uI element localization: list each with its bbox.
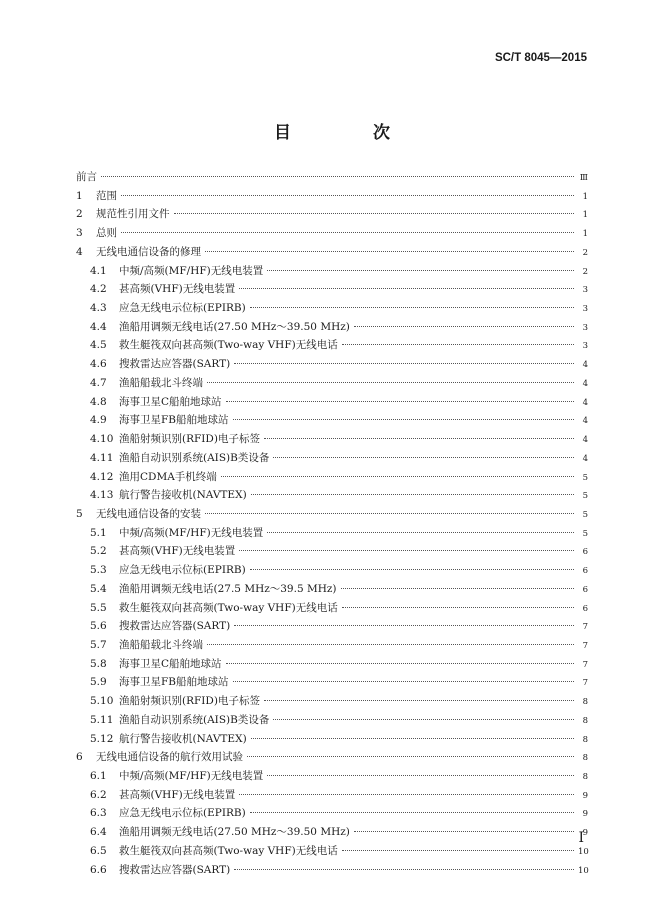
toc-leader-dots: [121, 195, 574, 196]
toc-entry[interactable]: [76, 562, 588, 581]
toc-entry[interactable]: [76, 412, 588, 431]
toc-entry[interactable]: [76, 862, 588, 881]
toc-leader-dots: [267, 775, 574, 776]
toc-entry-label: 搜救雷达应答器(SART): [119, 863, 231, 876]
toc-entry-number: 4.11: [90, 451, 114, 464]
toc-leader-dots: [239, 794, 574, 795]
toc-entry-label: 搜救雷达应答器(SART): [119, 358, 231, 371]
toc-entry-page: 6: [582, 603, 588, 614]
toc-entry-page: 3: [582, 322, 588, 333]
toc-entry-number: 5.8: [90, 657, 107, 670]
toc-entry-page: 2: [582, 266, 588, 277]
toc-leader-dots: [101, 176, 574, 177]
toc-leader-dots: [226, 663, 574, 664]
toc-entry-label: 中频/高频(MF/HF)无线电装置: [119, 770, 264, 782]
toc-entry-page: 8: [582, 753, 588, 764]
toc-entry[interactable]: [76, 693, 588, 712]
toc-entry-page: 1: [582, 229, 588, 240]
toc-entry-label: 海事卫星FB船舶地球站: [119, 414, 229, 427]
toc-entry-label: 渔船船载北斗终端: [119, 638, 203, 651]
toc-entry-number: 6.3: [90, 807, 107, 820]
toc-entry[interactable]: [76, 487, 588, 506]
toc-entry-number: 5.9: [90, 676, 107, 689]
toc-entry-page: 1: [582, 191, 588, 202]
toc-leader-dots: [233, 681, 574, 682]
toc-entry[interactable]: [76, 244, 588, 263]
toc-entry-label: 海事卫星C船舶地球站: [119, 657, 222, 670]
toc-leader-dots: [174, 213, 575, 214]
toc-entry-number: 6.2: [90, 788, 107, 801]
table-of-contents: [76, 169, 588, 880]
toc-entry-label: 规范性引用文件: [96, 208, 170, 221]
toc-entry-label: 渔船用调频无线电话(27.5 MHz～39.5 MHz): [119, 582, 337, 595]
toc-entry-number: 5.2: [90, 545, 107, 558]
toc-entry[interactable]: [76, 319, 588, 338]
toc-entry-label: 航行警告接收机(NAVTEX): [119, 489, 247, 502]
toc-entry-label: 渔用CDMA手机终端: [119, 470, 217, 483]
toc-entry-page: 4: [582, 435, 588, 446]
toc-entry-label: 应急无线电示位标(EPIRB): [119, 302, 246, 315]
toc-entry-page: 9: [582, 790, 588, 801]
toc-leader-dots: [233, 419, 574, 420]
toc-leader-dots: [341, 588, 574, 589]
toc-entry[interactable]: [76, 749, 588, 768]
toc-entry-label: 无线电通信设备的安装: [96, 507, 201, 520]
toc-entry-label: 海事卫星FB船舶地球站: [119, 676, 229, 689]
toc-entry[interactable]: [76, 674, 588, 693]
toc-entry-label: 中频/高频(MF/HF)无线电装置: [119, 526, 264, 539]
toc-entry-number: 4.1: [90, 264, 107, 277]
toc-entry-page: 4: [582, 453, 588, 464]
toc-entry-page: 8: [582, 715, 588, 726]
toc-entry-number: 5.6: [90, 620, 107, 633]
toc-entry[interactable]: [76, 206, 588, 225]
toc-entry-page: 7: [582, 640, 588, 651]
toc-entry[interactable]: [76, 225, 588, 244]
toc-entry[interactable]: [76, 656, 588, 675]
toc-entry[interactable]: [76, 637, 588, 656]
toc-entry[interactable]: [76, 169, 588, 188]
toc-entry-number: 6: [76, 751, 83, 764]
toc-entry-number: 4.4: [90, 320, 107, 333]
toc-entry[interactable]: [76, 543, 588, 562]
toc-entry-number: 5.1: [90, 526, 107, 539]
toc-entry-page: 2: [582, 247, 588, 258]
toc-entry-label: 应急无线电示位标(EPIRB): [119, 807, 246, 820]
toc-entry-number: 4.10: [90, 433, 114, 446]
toc-entry-label: 应急无线电示位标(EPIRB): [119, 564, 246, 577]
toc-entry-page: 5: [582, 491, 588, 502]
standard-code: SC/T 8045—2015: [494, 52, 587, 64]
toc-entry-page: 3: [582, 285, 588, 296]
toc-entry-page: 5: [582, 528, 588, 539]
toc-entry-page: 5: [582, 509, 588, 520]
toc-entry-page: 8: [582, 772, 588, 782]
toc-entry-number: 4.7: [90, 376, 107, 389]
toc-entry-label: 渔船用调频无线电话(27.50 MHz～39.50 MHz): [119, 320, 350, 333]
toc-leader-dots: [234, 363, 574, 364]
toc-leader-dots: [354, 326, 574, 327]
toc-entry[interactable]: [76, 525, 588, 544]
page-title: 目 次: [274, 123, 428, 143]
toc-entry[interactable]: [76, 300, 588, 319]
toc-entry-number: 4.12: [90, 470, 114, 483]
toc-leader-dots: [251, 738, 574, 739]
toc-entry-number: 4.5: [90, 339, 107, 352]
toc-entry[interactable]: [76, 768, 588, 787]
toc-entry-number: 4.2: [90, 283, 107, 296]
toc-entry[interactable]: [76, 356, 588, 375]
toc-entry-page: 10: [578, 846, 589, 857]
toc-entry-label: 渔船自动识别系统(AIS)B类设备: [119, 713, 270, 726]
toc-entry[interactable]: [76, 469, 588, 488]
toc-entry-label: 海事卫星C船舶地球站: [119, 395, 222, 408]
toc-leader-dots: [354, 831, 574, 832]
toc-entry-label: 渔船用调频无线电话(27.50 MHz～39.50 MHz): [119, 826, 350, 839]
toc-entry-number: 5.5: [90, 601, 107, 614]
toc-entry-page: 6: [582, 584, 588, 595]
toc-leader-dots: [273, 719, 574, 720]
toc-entry-label: 范围: [96, 189, 117, 202]
toc-entry-number: 4.8: [90, 395, 107, 408]
toc-entry-page: 9: [582, 828, 588, 839]
toc-entry-label: 救生艇筏双向甚高频(Two-way VHF)无线电话: [119, 339, 338, 352]
toc-entry-page: 4: [582, 378, 588, 389]
toc-entry-label: 无线电通信设备的修理: [96, 245, 201, 258]
toc-entry[interactable]: [76, 600, 588, 619]
toc-entry-label: 甚高频(VHF)无线电装置: [119, 283, 236, 296]
toc-leader-dots: [239, 288, 574, 289]
toc-leader-dots: [207, 382, 574, 383]
toc-leader-dots: [226, 401, 574, 402]
toc-entry-page: 9: [582, 809, 588, 820]
toc-leader-dots: [267, 532, 574, 533]
toc-entry-page: 4: [582, 360, 588, 371]
toc-entry-number: 6.4: [90, 826, 107, 839]
toc-entry-number: 5.10: [90, 695, 114, 708]
toc-entry-number: 1: [76, 189, 83, 202]
toc-leader-dots: [342, 850, 574, 851]
toc-entry[interactable]: [76, 506, 588, 525]
toc-leader-dots: [207, 644, 574, 645]
toc-entry-page: 1: [582, 210, 588, 221]
toc-entry-number: 2: [76, 208, 83, 221]
page-number: Ⅰ: [578, 830, 584, 846]
toc-entry[interactable]: [76, 394, 588, 413]
toc-entry-page: 6: [582, 547, 588, 558]
toc-leader-dots: [205, 251, 574, 252]
toc-entry-number: 5.7: [90, 638, 107, 651]
toc-entry-page: 7: [582, 659, 588, 670]
toc-entry-label: 总则: [96, 227, 117, 240]
toc-entry-label: 渔船船载北斗终端: [119, 376, 203, 389]
toc-entry[interactable]: [76, 824, 588, 843]
toc-entry-page: 4: [582, 416, 588, 427]
toc-entry-number: 6.6: [90, 863, 107, 876]
toc-entry-page: 3: [582, 304, 588, 315]
toc-leader-dots: [247, 756, 574, 757]
toc-leader-dots: [250, 812, 574, 813]
toc-entry-number: 4: [76, 245, 83, 258]
toc-entry-page: 3: [582, 341, 588, 352]
toc-entry-label: 渔船射频识别(RFID)电子标签: [119, 695, 260, 708]
toc-leader-dots: [342, 344, 574, 345]
toc-leader-dots: [121, 232, 574, 233]
toc-leader-dots: [221, 476, 574, 477]
toc-entry-label: 前言: [76, 171, 97, 183]
toc-entry-label: 搜救雷达应答器(SART): [119, 620, 231, 633]
toc-entry-page: 6: [582, 566, 588, 577]
toc-entry[interactable]: [76, 281, 588, 300]
toc-leader-dots: [251, 494, 574, 495]
toc-leader-dots: [273, 457, 574, 458]
toc-entry[interactable]: [76, 188, 588, 207]
toc-entry-number: 5.4: [90, 582, 107, 595]
toc-entry-number: 6.5: [90, 844, 107, 857]
toc-entry-page: Ⅲ: [579, 173, 588, 183]
toc-entry-page: 7: [582, 622, 588, 633]
toc-entry-label: 甚高频(VHF)无线电装置: [119, 788, 236, 801]
toc-leader-dots: [267, 270, 574, 271]
toc-entry[interactable]: [76, 787, 588, 806]
toc-entry-number: 5.3: [90, 564, 107, 577]
toc-entry-number: 5.11: [90, 713, 114, 726]
toc-leader-dots: [239, 550, 574, 551]
toc-entry-label: 航行警告接收机(NAVTEX): [119, 732, 247, 745]
toc-entry-label: 渔船自动识别系统(AIS)B类设备: [119, 451, 270, 464]
toc-leader-dots: [250, 307, 574, 308]
toc-entry-number: 4.3: [90, 302, 107, 315]
toc-entry-label: 中频/高频(MF/HF)无线电装置: [119, 264, 264, 277]
toc-entry-label: 渔船射频识别(RFID)电子标签: [119, 433, 260, 446]
toc-entry-number: 5: [76, 507, 83, 520]
toc-entry-label: 救生艇筏双向甚高频(Two-way VHF)无线电话: [119, 844, 338, 857]
toc-leader-dots: [234, 869, 574, 870]
toc-entry-page: 8: [582, 734, 588, 745]
toc-entry[interactable]: [76, 581, 588, 600]
toc-entry[interactable]: [76, 843, 588, 862]
toc-entry-number: 3: [76, 227, 83, 240]
toc-leader-dots: [205, 513, 574, 514]
toc-entry-number: 6.1: [90, 770, 107, 782]
toc-entry-page: 5: [582, 472, 588, 483]
toc-entry[interactable]: [76, 618, 588, 637]
toc-entry[interactable]: [76, 337, 588, 356]
toc-leader-dots: [264, 700, 574, 701]
toc-entry[interactable]: [76, 712, 588, 731]
toc-leader-dots: [264, 438, 574, 439]
toc-entry-page: 4: [582, 397, 588, 408]
toc-entry[interactable]: [76, 731, 588, 750]
toc-entry[interactable]: [76, 431, 588, 450]
toc-entry[interactable]: [76, 375, 588, 394]
toc-entry-label: 甚高频(VHF)无线电装置: [119, 545, 236, 558]
toc-entry-label: 救生艇筏双向甚高频(Two-way VHF)无线电话: [119, 601, 338, 614]
toc-entry[interactable]: [76, 450, 588, 469]
toc-entry[interactable]: [76, 263, 588, 282]
toc-entry-number: 4.13: [90, 489, 114, 502]
toc-entry-number: 4.9: [90, 414, 107, 427]
toc-leader-dots: [234, 625, 574, 626]
toc-leader-dots: [342, 607, 574, 608]
toc-entry-page: 7: [582, 678, 588, 689]
toc-entry[interactable]: [76, 805, 588, 824]
toc-entry-number: 4.6: [90, 358, 107, 371]
toc-entry-page: 8: [582, 697, 588, 708]
toc-entry-label: 无线电通信设备的航行效用试验: [96, 751, 243, 764]
toc-leader-dots: [250, 569, 574, 570]
toc-entry-page: 10: [578, 865, 589, 876]
toc-entry-number: 5.12: [90, 732, 114, 745]
